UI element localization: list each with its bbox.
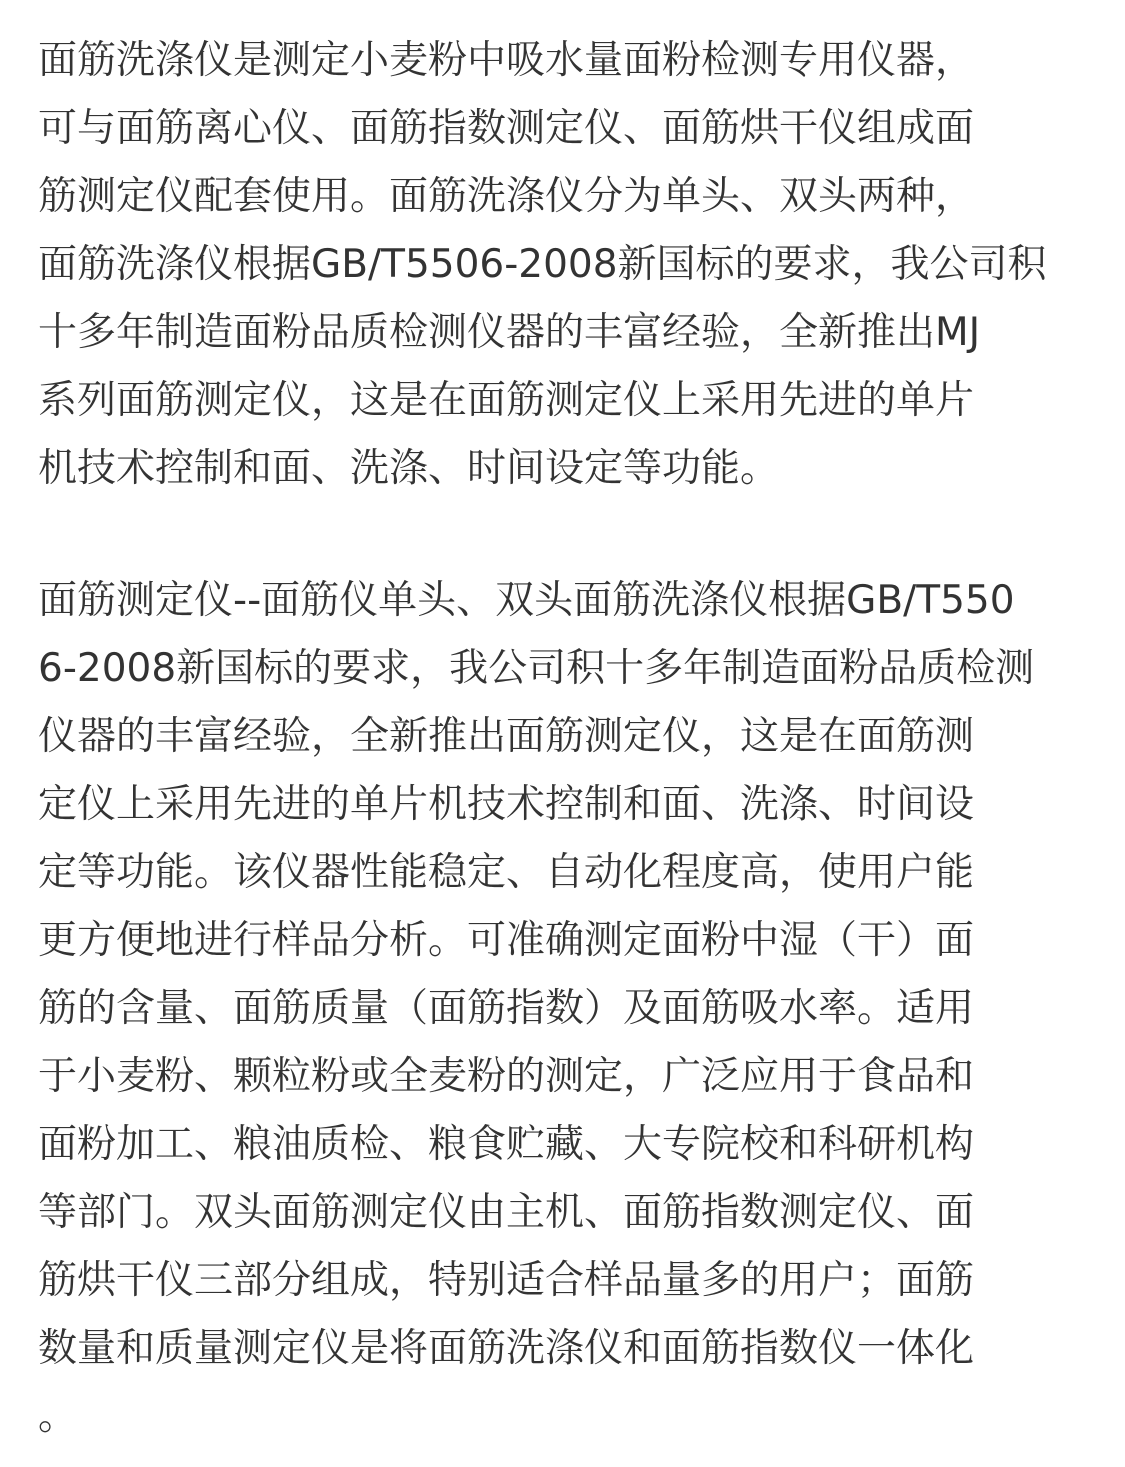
- text-line: 面筋洗涤仪是测定小麦粉中吸水量面粉检测专用仪器，: [38, 38, 975, 83]
- text-line: 仪器的丰富经验，全新推出面筋测定仪，这是在面筋测: [38, 714, 975, 759]
- paragraph-1: [38, 27, 1047, 503]
- text-line: 面筋洗涤仪根据GB/T5506-2008新国标的要求，我公司积: [38, 242, 1047, 287]
- text-line: 可与面筋离心仪、面筋指数测定仪、面筋烘干仪组成面: [38, 106, 975, 151]
- text-line: 更方便地进行样品分析。可准确测定面粉中湿（干）面: [38, 918, 975, 963]
- text-line: 定仪上采用先进的单片机技术控制和面、洗涤、时间设: [38, 782, 975, 827]
- text-line: 面筋测定仪--面筋仪单头、双头面筋洗涤仪根据GB/T550: [38, 578, 1015, 623]
- text-line: 筋的含量、面筋质量（面筋指数）及面筋吸水率。适用: [38, 986, 975, 1031]
- text-line: 6-2008新国标的要求，我公司积十多年制造面粉品质检测: [38, 646, 1035, 691]
- text-line: 定等功能。该仪器性能稳定、自动化程度高，使用户能: [38, 850, 975, 895]
- text-line: 筋测定仪配套使用。面筋洗涤仪分为单头、双头两种，: [38, 174, 975, 219]
- text-line: 十多年制造面粉品质检测仪器的丰富经验，全新推出MJ: [38, 310, 981, 355]
- text-line: 等部门。双头面筋测定仪由主机、面筋指数测定仪、面: [38, 1190, 975, 1235]
- paragraph-2: [38, 567, 1034, 1451]
- text-line: 面粉加工、粮油质检、粮食贮藏、大专院校和科研机构: [38, 1122, 975, 1167]
- text-line: 机技术控制和面、洗涤、时间设定等功能。: [38, 446, 780, 491]
- text-line: 。: [38, 1394, 78, 1439]
- text-line: 数量和质量测定仪是将面筋洗涤仪和面筋指数仪一体化: [38, 1326, 975, 1371]
- text-line: 系列面筋测定仪，这是在面筋测定仪上采用先进的单片: [38, 378, 975, 423]
- text-line: 于小麦粉、颗粒粉或全麦粉的测定，广泛应用于食品和: [38, 1054, 975, 1099]
- text-line: 筋烘干仪三部分组成，特别适合样品量多的用户；面筋: [38, 1258, 975, 1303]
